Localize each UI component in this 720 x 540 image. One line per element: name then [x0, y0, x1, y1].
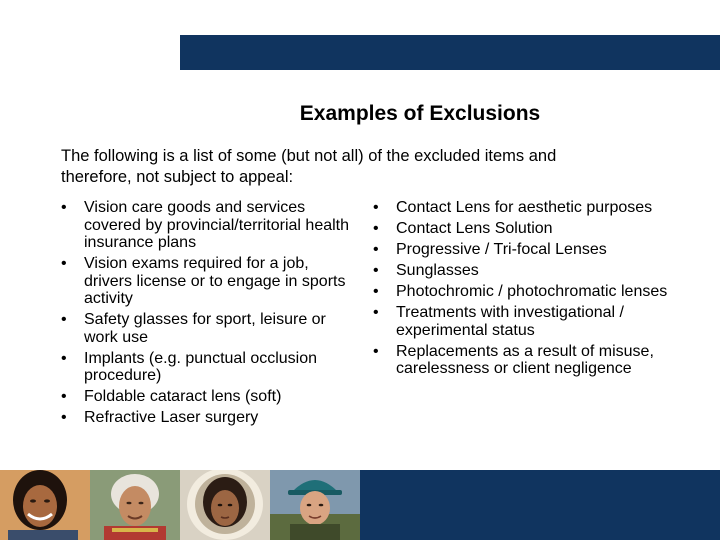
- people-photo-strip: [0, 470, 360, 540]
- exclusions-list-left: [61, 199, 361, 430]
- list-item: [373, 220, 673, 238]
- list-item: [373, 199, 673, 217]
- list-item-text: Vision care goods and services covered by provincial/territorial health insurance plans: [84, 199, 350, 251]
- worker-in-hard-hat-photo: [270, 470, 360, 540]
- list-item: [373, 304, 673, 339]
- list-item: [373, 262, 673, 280]
- slide-title: Examples of Exclusions: [299, 102, 541, 125]
- list-item-text: Implants (e.g. punctual occlusion procedure): [84, 349, 318, 384]
- bullet-icon: •: [373, 304, 379, 321]
- top-decorative-bar: [180, 35, 720, 70]
- list-item: [61, 199, 361, 252]
- list-item-text: Progressive / Tri-focal Lenses: [396, 241, 607, 258]
- list-item-text: Vision exams required for a job, drivers license or to engage in sports activity: [84, 255, 346, 307]
- list-item-text: Sunglasses: [396, 262, 479, 279]
- list-item-text: Contact Lens Solution: [396, 220, 553, 237]
- bullet-icon: •: [373, 262, 379, 279]
- list-item-text: Refractive Laser surgery: [84, 409, 259, 426]
- bullet-icon: •: [61, 199, 67, 216]
- list-item-text: Safety glasses for sport, leisure or work use: [84, 311, 326, 346]
- list-item-text: Foldable cataract lens (soft): [84, 388, 282, 405]
- list-item: [373, 343, 673, 378]
- bullet-icon: •: [373, 283, 379, 300]
- exclusions-list-right: [373, 199, 673, 381]
- child-in-fur-hood-photo: [180, 470, 270, 540]
- list-item: [61, 409, 361, 427]
- list-item-text: Treatments with investigational / experimental status: [396, 304, 624, 339]
- list-item: [61, 255, 361, 308]
- list-item-text: Contact Lens for aesthetic purposes: [396, 199, 653, 216]
- list-item: [61, 350, 361, 385]
- bullet-icon: •: [373, 220, 379, 237]
- list-item-text: Replacements as a result of misuse, carelessness or client negligence: [396, 342, 654, 377]
- bullet-icon: •: [373, 199, 379, 216]
- bullet-icon: •: [61, 349, 67, 367]
- bottom-decorative-bar: [360, 470, 720, 540]
- list-item: [373, 283, 673, 301]
- intro-paragraph: The following is a list of some (but not all) of the excluded items and therefore, not subject to appeal:: [61, 147, 557, 186]
- elderly-woman-photo: [90, 470, 180, 540]
- list-item: [61, 311, 361, 346]
- list-item: [373, 241, 673, 259]
- bullet-icon: •: [61, 409, 67, 426]
- bullet-icon: •: [373, 342, 379, 360]
- bullet-icon: •: [61, 255, 67, 272]
- bullet-icon: •: [373, 241, 379, 258]
- list-item: [61, 388, 361, 406]
- smiling-woman-photo: [0, 470, 90, 540]
- bullet-icon: •: [61, 388, 67, 405]
- list-item-text: Photochromic / photochromatic lenses: [396, 283, 668, 300]
- bullet-icon: •: [61, 311, 67, 328]
